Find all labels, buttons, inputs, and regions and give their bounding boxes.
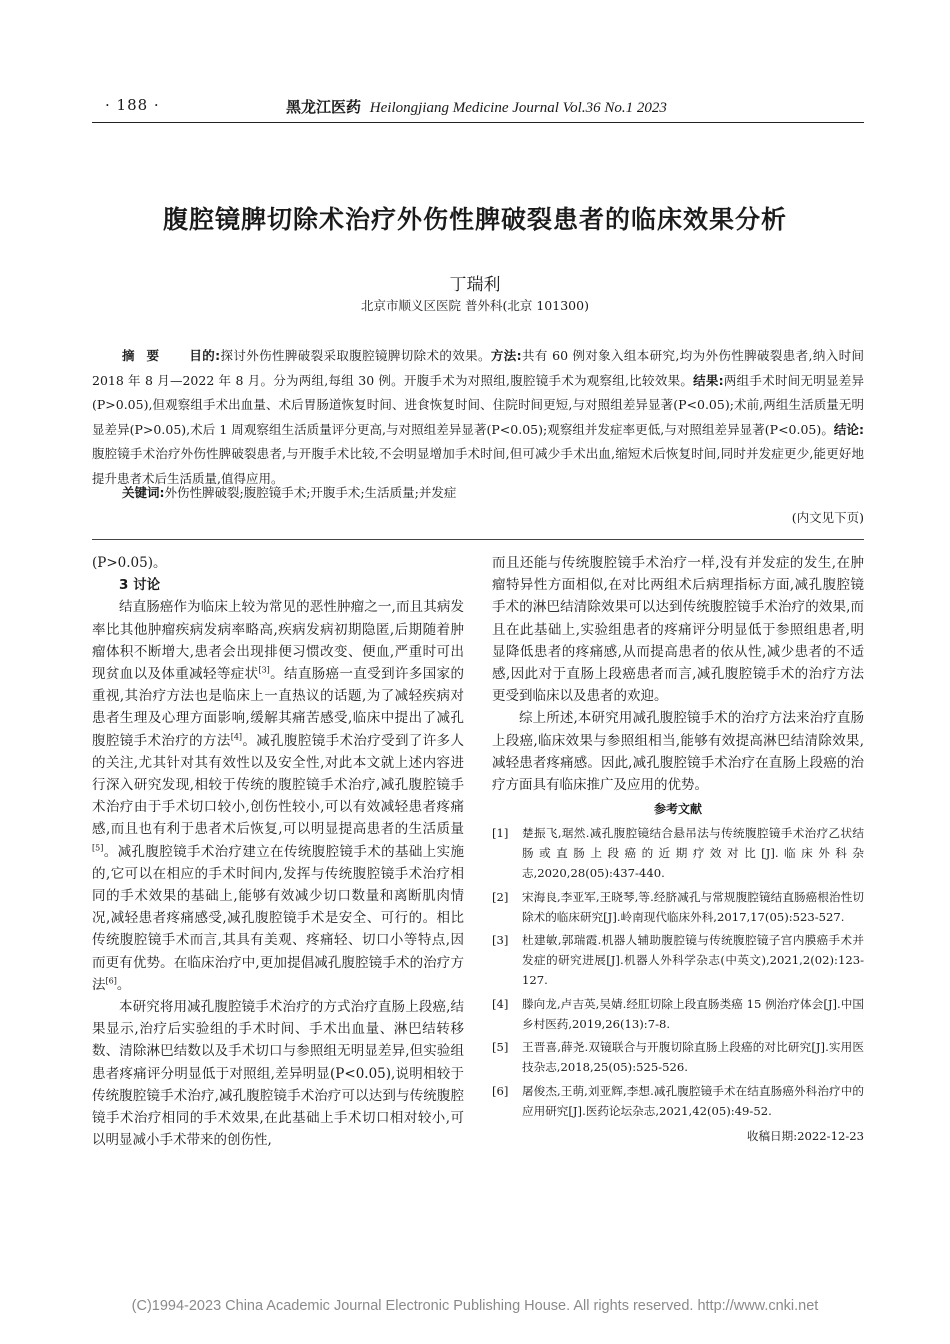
reference-item: [492, 995, 864, 1035]
p1-part-d: 。减孔腹腔镜手术治疗建立在传统腹腔镜手术的基础上实施的,它可以在相应的手术时间内,发挥与传统腹腔镜手术治疗相同的手术效果的基础上,能够有效减少切口数量和离断肌肉情况,减轻患者疼痛感受,减孔腹腔镜手术是安全、可行的。相比传统腹腔镜手术而言,其具有美观、疼痛轻、切口小等特点,因而更有优势。在临床治疗中,更加提倡减孔腹腔镜手术的治疗方法: [92, 843, 464, 993]
article-title: 腹腔镜脾切除术治疗外伤性脾破裂患者的临床效果分析: [162, 205, 787, 234]
reference-number: [6]: [492, 1084, 509, 1098]
journal-name-en: Heilongjiang Medicine Journal Vol.36 No.1 2023: [369, 100, 667, 116]
header-rule: [92, 122, 864, 123]
reference-number: [2]: [492, 889, 509, 904]
left-column: [92, 552, 464, 1151]
p1-part-e: 。: [116, 976, 131, 993]
reference-text: 宋海良,李亚军,王晓琴,等.经脐减孔与常规腹腔镜结直肠癌根治性切除术的临床研究[J].岭南现代临床外科,2017,17(05):523-527.: [522, 889, 864, 924]
reference-item: [492, 1082, 864, 1122]
objective-text: 探讨外伤性脾破裂采取腹腔镜脾切除术的效果。: [220, 348, 491, 363]
journal-name-cn: 黑龙江医药: [286, 98, 362, 116]
lead-text: (P>0.05)。: [92, 555, 167, 571]
references-heading: 参考文献: [653, 802, 702, 817]
abstract-label: 摘要: [122, 348, 172, 363]
keywords-text: 外伤性脾破裂;腹腔镜手术;开腹手术;生活质量;并发症: [164, 485, 457, 500]
results-text: 两组手术时间无明显差异(P>0.05),但观察组手术出血量、术后胃肠道恢复时间、进食恢复时间、住院时间更短,与对照组差异显著(P<0.05);术前,两组生活质量无明显差异(P>0.05),术后 1 周观察组生活质量评分更高,与对照组差异显著(P<0.05);观察组并发症率更低,与对照组差异显著(P<0.05)。: [92, 372, 864, 437]
methods-text: 共有 60 例对象入组本研究,均为外伤性脾破裂患者,纳入时间 2018 年 8 月—2022 年 8 月。分为两组,每组 30 例。开腹手术为对照组,腹腔镜手术为观察组,比较效果。: [92, 348, 864, 388]
discussion-paragraph-2-continued: 而且还能与传统腹腔镜手术治疗一样,没有并发症的发生,在肿瘤特异性方面相似,在对比两组术后病理指标方面,减孔腹腔镜手术的淋巴结清除效果可以达到传统腹腔镜手术治疗的效果,而且在此基础上,实验组患者的疼痛评分明显低于参照组患者,明显降低患者的疼痛感,从而提高患者的依从性,减少患者的不适感,因此对于直肠上段癌患者而言,减孔腹腔镜手术的治疗方法更受到临床以及患者的欢迎。: [492, 555, 864, 705]
copyright-footer: (C)1994-2023 China Academic Journal Electronic Publishing House. All rights reserved. http://www.cnki.net: [131, 1298, 819, 1314]
section-heading: 3 讨论: [119, 577, 161, 594]
author: 丁瑞利: [449, 275, 501, 295]
journal-header: [286, 96, 667, 117]
discussion-paragraph-1: [92, 596, 464, 996]
conclusion-text: 腹腔镜手术治疗外伤性脾破裂患者,与开腹手术比较,不会明显增加手术时间,但可减少手术出血,缩短术后恢复时间,同时并发症更少,能更好地提升患者术后生活质量,值得应用。: [92, 446, 864, 486]
citation-3: [3]: [258, 665, 270, 675]
affiliation: 北京市顺义区医院 普外科(北京 101300): [361, 298, 589, 313]
reference-item: [492, 1038, 864, 1078]
right-column: [492, 552, 864, 1146]
methods-label: 方法:: [490, 348, 522, 363]
reference-text: 王晋喜,薛尧.双镜联合与开腹切除直肠上段癌的对比研究[J].实用医技杂志,2018,25(05):525-526.: [522, 1040, 864, 1075]
conclusion-paragraph: 综上所述,本研究用减孔腹腔镜手术的治疗方法来治疗直肠上段癌,临床效果与参照组相当,能够有效提高淋巴结清除效果,减轻患者疼痛感。因此,减孔腹腔镜手术治疗在直肠上段癌的治疗方面具有临床推广及应用的优势。: [492, 710, 864, 794]
reference-number: [3]: [492, 933, 509, 948]
abstract: [92, 344, 864, 492]
keywords: [122, 483, 864, 501]
reference-text: 杜建敏,郭瑞霞.机器人辅助腹腔镜与传统腹腔镜子宫内膜癌手术并发症的研究进展[J].机器人外科学杂志(中英文),2021,2(02):123-127.: [522, 933, 864, 988]
keywords-label: 关键词:: [122, 485, 165, 500]
section-rule: [92, 539, 864, 540]
citation-4: [4]: [230, 732, 243, 742]
results-label: 结果:: [693, 372, 724, 388]
reference-item: [492, 888, 864, 928]
reference-text: 屠俊杰,王萌,刘亚辉,李想.减孔腹腔镜手术在结直肠癌外科治疗中的应用研究[J].医药论坛杂志,2021,42(05):49-52.: [522, 1084, 864, 1118]
reference-text: 滕向龙,卢吉英,吴婧.经肛切除上段直肠类癌 15 例治疗体会[J].中国乡村医药,2019,26(13):7-8.: [522, 996, 864, 1031]
continued-note: (内文见下页): [791, 510, 864, 525]
reference-text: 楚振飞,琚然.减孔腹腔镜结合悬吊法与传统腹腔镜手术治疗乙状结肠或直肠上段癌的近期疗效对比[J].临床外科杂志,2020,28(05):437-440.: [522, 826, 864, 881]
p1-part-c: 。减孔腹腔镜手术治疗受到了许多人的关注,尤其针对其有效性以及安全性,对此本文就上述内容进行深入研究发现,相较于传统的腹腔镜手术治疗,减孔腹腔镜手术治疗由于手术切口较小,创伤性较小,可以有效减轻患者疼痛感,而且也有利于患者术后恢复,可以明显提高患者的生活质量: [92, 732, 465, 838]
objective-label: 目的:: [189, 348, 221, 363]
citation-5: [5]: [92, 843, 104, 853]
reference-item: [492, 824, 864, 883]
conclusion-label: 结论:: [833, 421, 864, 437]
received-date: 收稿日期:2022-12-23: [746, 1128, 864, 1143]
p1-part-a: 结直肠癌作为临床上较为常见的恶性肿瘤之一,而且其病发率比其他肿瘤疾病发病率略高,疾病发病初期隐匿,后期随着肿瘤体积不断增大,患者会出现排便习惯改变、便血,严重时可出现贫血以及体重减轻等症状: [92, 599, 464, 683]
page-number: · 188 ·: [105, 96, 160, 114]
reference-number: [5]: [492, 1040, 509, 1055]
reference-list: [492, 824, 864, 1121]
reference-number: [1]: [492, 826, 509, 841]
reference-number: [4]: [492, 996, 509, 1011]
reference-item: [492, 931, 864, 990]
p1-part-b: 。结直肠癌一直受到许多国家的重视,其治疗方法也是临床上一直热议的话题,为了减轻疾病对患者生理及心理方面影响,缓解其痛苦感受,临床中提出了减孔腹腔镜手术治疗的方法: [92, 666, 465, 749]
discussion-paragraph-2: 本研究将用减孔腹腔镜手术治疗的方式治疗直肠上段癌,结果显示,治疗后实验组的手术时间、手术出血量、淋巴结转移数、清除淋巴结数以及手术切口与参照组无明显差异,但实验组患者疼痛评分明显低于对照组,差异明显(P<0.05),说明相较于传统腹腔镜手术治疗,减孔腹腔镜手术治疗可以达到与传统腹腔镜手术治疗相同的手术效果,在此基础上手术切口相对较小,可以明显减小手术带来的创伤性,: [92, 999, 464, 1149]
citation-6: [6]: [105, 976, 117, 986]
